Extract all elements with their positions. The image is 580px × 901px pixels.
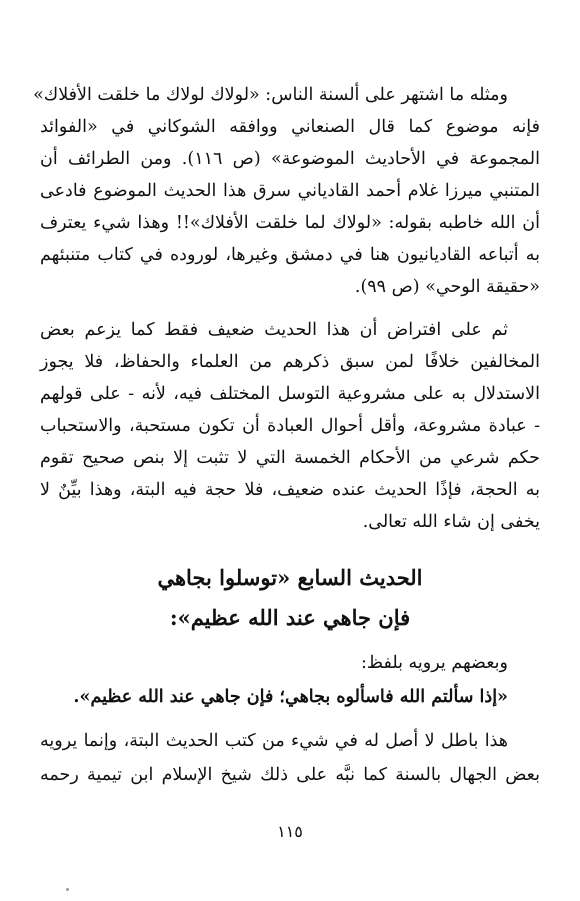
section-heading: الحديث السابع «توسلوا بجاهي xyxy=(157,565,423,590)
text-line: حكم شرعي من الأحكام الخمسة التي لا تثبت إلا بنص صحيح تقوم xyxy=(40,448,540,468)
text-line: يخفى إن شاء الله تعالى. xyxy=(362,512,540,532)
text-line: المتنبي ميرزا غلام أحمد القادياني سرق هذا الحديث الموضوع فادعى xyxy=(40,181,540,201)
page-number: ١١٥ xyxy=(277,822,303,841)
text-line: وبعضهم يرويه بلفظ: xyxy=(360,653,508,673)
quoted-hadith: «إذا سألتم الله فاسألوه بجاهي؛ فإن جاهي عند الله عظيم». xyxy=(73,687,508,707)
text-line: المخالفين خلافًا لمن سبق ذكرهم من العلماء والحفاظ، فلا يجوز xyxy=(40,352,540,372)
text-line: المجموعة في الأحاديث الموضوعة» (ص ١١٦). ومن الطرائف أن xyxy=(40,149,540,169)
text-line: أن الله خاطبه بقوله: «لولاك لما خلقت الأفلاك»!! وهذا شيء يعترف xyxy=(40,213,540,233)
text-line: ثم على افتراض أن هذا الحديث ضعيف فقط كما يزعم بعض xyxy=(40,320,508,340)
text-line: به الحجة، فإذًا الحديث عنده ضعيف، فلا حجة فيه البتة، وهذا بيِّنٌ لا xyxy=(40,480,540,500)
text-line: بعض الجهال بالسنة كما نبَّه على ذلك شيخ الإسلام ابن تيمية رحمه xyxy=(40,765,540,785)
text-line: به أتباعه القاديانيون هنا في دمشق وغيرها، لوروده في كتاب متنبئهم xyxy=(40,245,540,265)
text-line: هذا باطل لا أصل له في شيء من كتب الحديث البتة، وإنما يرويه xyxy=(40,731,508,751)
text-line: - عبادة مشروعة، وأقل أحوال العبادة أن تكون مستحبة، والاستحباب xyxy=(40,416,540,436)
ink-speck xyxy=(66,888,69,891)
text-line: الاستدلال به على مشروعية التوسل المختلف فيه، لأنه - على قولهم xyxy=(40,384,540,404)
section-heading: فإن جاهي عند الله عظيم»: xyxy=(169,605,411,630)
text-line: «حقيقة الوحي» (ص ٩٩). xyxy=(354,277,540,297)
text-line: ومثله ما اشتهر على ألسنة الناس: «لولاك لولاك ما خلقت الأفلاك» xyxy=(33,85,508,105)
text-line: فإنه موضوع كما قال الصنعاني ووافقه الشوكاني في «الفوائد xyxy=(40,117,540,137)
